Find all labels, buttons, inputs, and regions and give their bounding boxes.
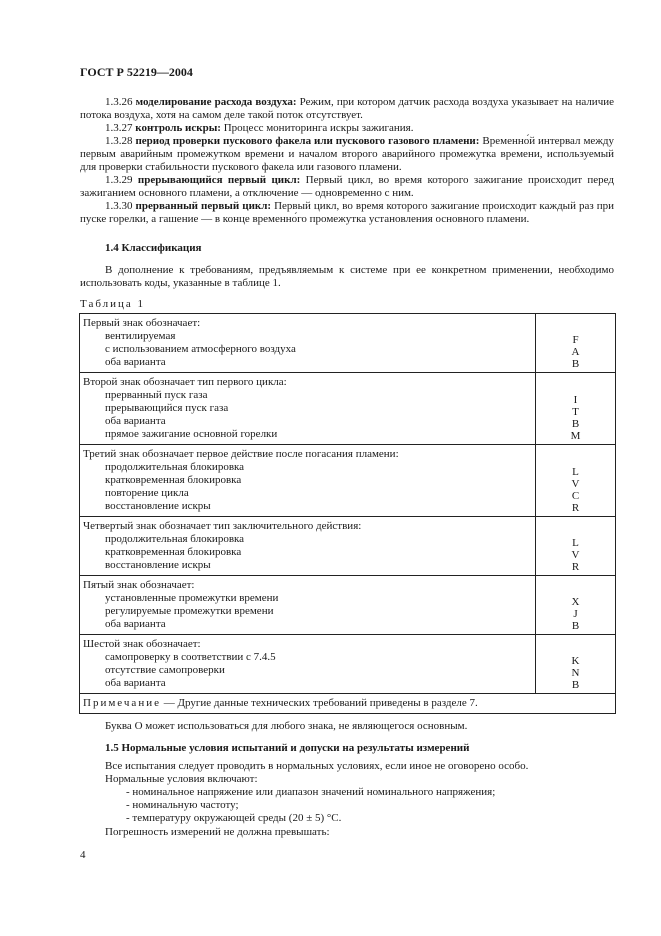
list-item: - номинальную частоту; (126, 799, 239, 811)
group-description: Четвертый знак обозначает тип заключительного действия: продолжительная блокировка кратковременная блокировка восстановление искры (80, 517, 536, 576)
section-1-5-heading: 1.5 Нормальные условия испытаний и допуски на результаты измерений (105, 742, 470, 754)
definition-1-3-30: 1.3.30 прерванный первый цикл: Первый цикл, во время которого зажигание происходит каждый раз при пуске горелки, а гашение — в конце временно́го промежутка установления основного пламени. (80, 200, 614, 225)
note-label: Примечание (83, 697, 161, 709)
definition-1-3-26: 1.3.26 моделирование расхода воздуха: Режим, при котором датчик расхода воздуха указывает на наличие потока воздуха, хотя на самом деле такой поток отсутствует. (80, 96, 614, 121)
letter-o-note: Буква O может использоваться для любого знака, не являющегося основным. (105, 720, 468, 732)
table-row (80, 576, 616, 635)
table-row (80, 373, 616, 445)
definitions-block (80, 96, 614, 226)
document-header: ГОСТ Р 52219—2004 (80, 65, 193, 79)
table-row (80, 635, 616, 694)
group-description: Пятый знак обозначает: установленные промежутки времени регулируемые промежутки времени оба варианта (80, 576, 536, 635)
group-description: Второй знак обозначает тип первого цикла: прерванный пуск газа прерывающийся пуск газа оба варианта прямое зажигание основной горелки (80, 373, 536, 445)
group-codes: L V R (536, 517, 616, 576)
table-row (80, 445, 616, 517)
note-text: — Другие данные технических требований приведены в разделе 7. (160, 697, 478, 709)
definition-1-3-28: 1.3.28 период проверки пускового факела или пускового газового пламени: Временно́й интервал между первым аварийным промежутком времени и началом второго аварийного промежутка времени, используемый для проверки стабильности пускового факела или газового пламени. (80, 135, 614, 173)
group-codes: L V C R (536, 445, 616, 517)
definition-1-3-27: 1.3.27 контроль искры: Процесс мониторинга искры зажигания. (105, 122, 414, 134)
section-1-4-intro: В дополнение к требованиям, предъявляемым к системе при ее конкретном применении, необходимо использовать коды, указанные в таблице 1. (80, 264, 614, 289)
table-note-row (80, 694, 616, 714)
group-description: Шестой знак обозначает: самопроверку в соответствии с 7.4.5 отсутствие самопроверки оба варианта (80, 635, 536, 694)
list-item: - номинальное напряжение или диапазон значений номинального напряжения; (126, 786, 496, 798)
classification-table (79, 313, 616, 714)
definition-1-3-29: 1.3.29 прерывающийся первый цикл: Первый цикл, во время которого зажигание происходит перед зажиганием основного пламени, а отключение — одновременно с ним. (80, 174, 614, 199)
group-codes: F A B (536, 314, 616, 373)
table-caption: Таблица 1 (80, 298, 146, 310)
section-1-4-heading: 1.4 Классификация (105, 242, 202, 254)
section-1-5-p3: Погрешность измерений не должна превышать: (105, 826, 330, 838)
group-codes: X J B (536, 576, 616, 635)
page-number: 4 (80, 849, 86, 861)
table-row (80, 517, 616, 576)
table-row (80, 314, 616, 373)
group-codes: I T B M (536, 373, 616, 445)
conditions-list (126, 786, 495, 825)
section-1-5-p2: Нормальные условия включают: (105, 773, 258, 785)
group-description: Третий знак обозначает первое действие после погасания пламени: продолжительная блокировка кратковременная блокировка повторение цикла восстановление искры (80, 445, 536, 517)
list-item: - температуру окружающей среды (20 ± 5) °С. (126, 812, 342, 824)
group-codes: K N B (536, 635, 616, 694)
section-1-5-p1: Все испытания следует проводить в нормальных условиях, если иное не оговорено особо. (105, 760, 529, 772)
group-description: Первый знак обозначает: вентилируемая с использованием атмосферного воздуха оба варианта (80, 314, 536, 373)
table-note (80, 694, 616, 714)
